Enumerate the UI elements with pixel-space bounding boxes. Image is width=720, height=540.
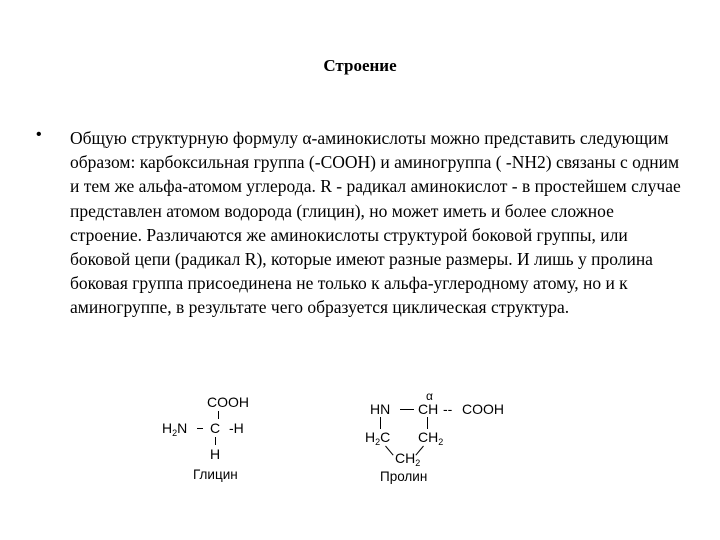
proline-alpha: α bbox=[426, 389, 433, 403]
proline-bond-n-left bbox=[380, 417, 381, 429]
bullet-paragraph: Общую структурную формулу α-аминокислоты можно представить следующим образом: карбоксильная группа (-COOH) и аминогруппа ( -NH2) связаны с одним и тем же альфа-атомом углерода. R - радикал аминокислот - в простейшем случае представлен атомом водорода (глицин), но может иметь и более сложное строение. Различаются же аминокислоты структурой боковой группы, или боковой цепи (радикал R), которые имеют разные размеры. И лишь у пролина боковая группа присоединена не только к альфа-углеродному атому, но и к аминогруппе, в результате чего образуется циклическая структура. bbox=[70, 128, 681, 318]
proline-h2c: $H_2C$ bbox=[365, 429, 391, 447]
proline-ch2-bottom: $CH_2$ bbox=[395, 450, 421, 468]
slide-title: Строение bbox=[323, 56, 397, 75]
glycine-bond-top bbox=[218, 411, 219, 419]
proline-hn: HN bbox=[370, 401, 391, 417]
proline-ch: CH bbox=[418, 401, 439, 417]
glycine-carbon: C bbox=[210, 420, 221, 436]
glycine-cooh: COOH bbox=[207, 394, 249, 410]
glycine-bottom-h: H bbox=[210, 446, 221, 462]
proline-bond-left-bottom bbox=[385, 446, 393, 456]
glycine-amine-group: $H_2N$ bbox=[162, 420, 188, 438]
proline-dashes: -- bbox=[443, 401, 453, 417]
proline-cooh: COOH bbox=[462, 401, 504, 417]
glycine-caption: Глицин bbox=[193, 467, 238, 482]
bullet-item bbox=[36, 126, 686, 320]
proline-bond-ch-right bbox=[427, 417, 428, 429]
proline-bond-hn-ch bbox=[400, 409, 414, 410]
proline-ch2-right: $CH_2$ bbox=[418, 429, 444, 447]
glycine-bond-bottom bbox=[215, 437, 216, 445]
glycine-bond-left bbox=[197, 428, 203, 429]
glycine-right-h: -H bbox=[229, 420, 244, 436]
proline-caption: Пролин bbox=[380, 469, 428, 484]
glycine-structure bbox=[160, 395, 270, 485]
proline-structure bbox=[365, 390, 515, 490]
bullet-marker: • bbox=[36, 126, 42, 143]
